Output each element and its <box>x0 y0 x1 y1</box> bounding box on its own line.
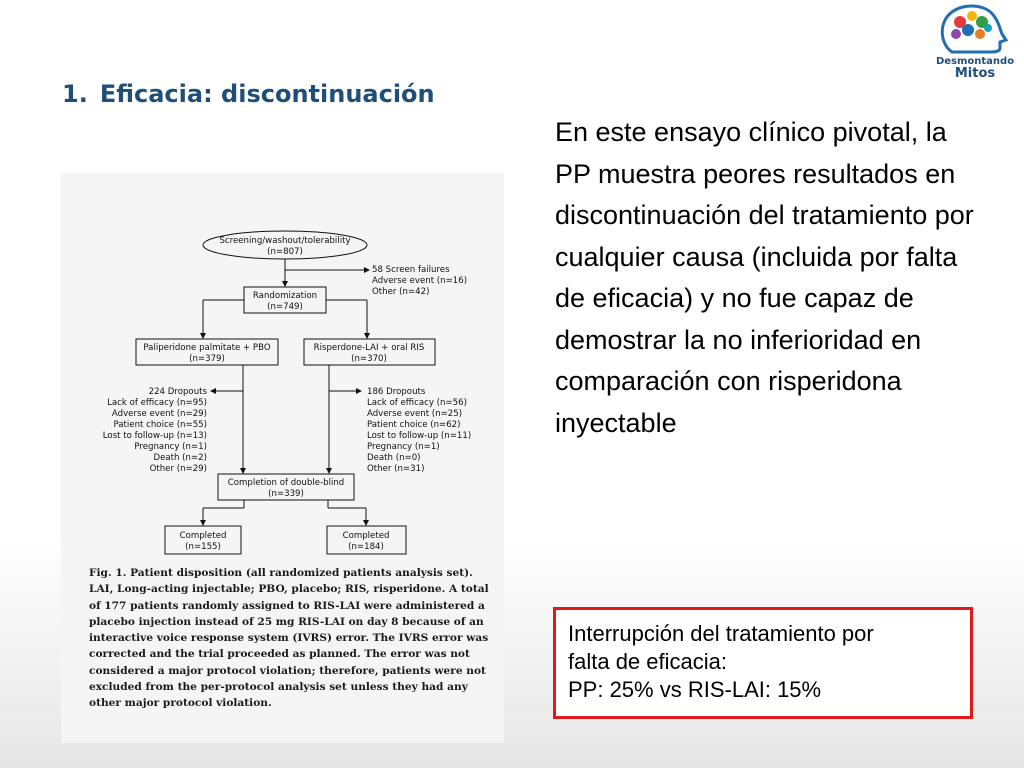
dropouts-ris-line5: Lost to follow-up (n=11) <box>367 431 472 441</box>
callout-line2: falta de eficacia: <box>568 649 727 674</box>
dropouts-pp-line3: Adverse event (n=29) <box>111 409 207 419</box>
dropouts-ris-line7: Death (n=0) <box>367 453 421 463</box>
logo-text-line1: Desmontando <box>935 56 1015 67</box>
completion-label: Completion of double-blind <box>227 478 345 488</box>
completed-ris-label: Completed <box>342 531 390 541</box>
screen-failures-line3: Other (n=42) <box>372 287 430 297</box>
dropouts-ris-line1: 186 Dropouts <box>367 387 426 397</box>
figure-caption-text: Patient disposition (all randomized patients analysis set). LAI, Long-acting injectable; PBO, placebo; RIS, risperidone. A total of 177 patients randomly assigned to RIS-LAI were administered a placebo injection instead of 25 mg RIS-LAI on day 8 because of an interactive voice response system (IVRS) error. The IVRS error was corrected and the trial proceeded as planned. The error was not considered a major protocol violation; therefore, patients were not excluded from the per-protocol analysis set unless they had any other major protocol violation. <box>89 567 489 710</box>
screening-label: Screening/washout/tolerability <box>219 236 351 246</box>
screening-n: (n=807) <box>267 247 303 257</box>
dropouts-pp-line4: Patient choice (n=55) <box>113 420 207 430</box>
dropouts-ris-line2: Lack of efficacy (n=56) <box>367 398 467 408</box>
main-body-text: En este ensayo clínico pivotal, la PP muestra peores resultados en discontinuación del tratamiento por cualquier causa (incluida por falta de eficacia) y no fue capaz de demostrar la no inferioridad en comparación con risperidona inyectable <box>555 117 974 438</box>
completed-pp-n: (n=155) <box>185 542 221 552</box>
dropouts-ris-line8: Other (n=31) <box>367 464 425 474</box>
arm-pp-n: (n=379) <box>189 354 225 364</box>
arm-pp-label: Paliperidone palmitate + PBO <box>143 343 271 353</box>
dropouts-pp-line1: 224 Dropouts <box>148 387 207 397</box>
callout-line1: Interrupción del tratamiento por <box>568 621 874 646</box>
arm-ris-n: (n=370) <box>351 354 387 364</box>
figure-caption <box>89 565 497 712</box>
screen-failures-line2: Adverse event (n=16) <box>372 276 468 286</box>
efficacy-callout-box <box>553 607 973 719</box>
dropouts-ris-line6: Pregnancy (n=1) <box>367 442 440 452</box>
screen-failures-line1: 58 Screen failures <box>372 265 450 275</box>
dropouts-ris-line3: Adverse event (n=25) <box>367 409 463 419</box>
figure-panel <box>61 173 504 743</box>
dropouts-pp-line7: Death (n=2) <box>153 453 207 463</box>
completed-pp-label: Completed <box>179 531 227 541</box>
brain-head-logo-icon <box>930 0 1020 60</box>
callout-line3: PP: 25% vs RIS-LAI: 15% <box>568 677 822 702</box>
figure-caption-label: Fig. 1. <box>89 567 127 579</box>
completed-ris-n: (n=184) <box>348 542 384 552</box>
title-number: 1. <box>62 80 88 108</box>
dropouts-pp-line2: Lack of efficacy (n=95) <box>107 398 207 408</box>
slide-title <box>62 80 435 108</box>
randomization-label: Randomization <box>252 291 318 301</box>
arm-ris-label: Risperdone-LAI + oral RIS <box>313 343 425 353</box>
dropouts-pp-line5: Lost to follow-up (n=13) <box>102 431 207 441</box>
dropouts-ris-line4: Patient choice (n=62) <box>367 420 461 430</box>
title-text: Eficacia: discontinuación <box>99 80 435 108</box>
dropouts-pp-line8: Other (n=29) <box>149 464 207 474</box>
dropouts-pp-line6: Pregnancy (n=1) <box>134 442 207 452</box>
logo <box>930 0 1020 82</box>
randomization-n: (n=749) <box>267 302 303 312</box>
logo-text-line2: Mitos <box>954 66 996 81</box>
completion-n: (n=339) <box>268 489 304 499</box>
patient-disposition-flowchart <box>61 173 504 563</box>
